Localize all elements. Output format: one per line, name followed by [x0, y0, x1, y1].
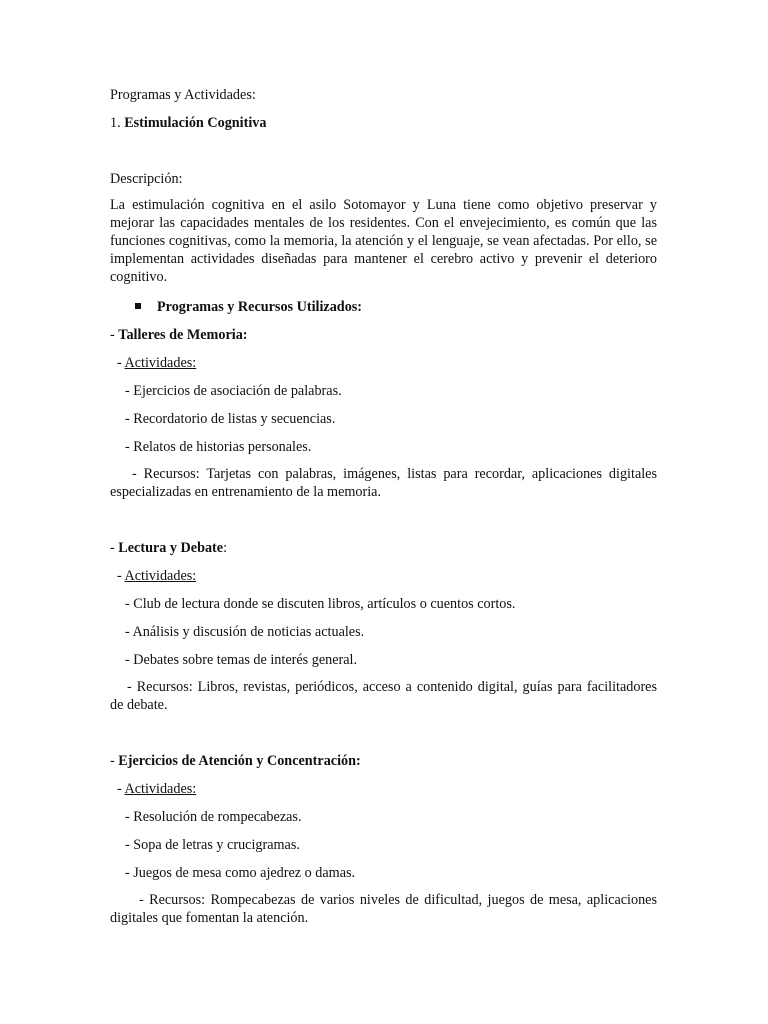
program-title: - Lectura y Debate: [110, 540, 228, 556]
resources-paragraph: - Recursos: Rompecabezas de varios niveles de dificultad, juegos de mesa, aplicaciones digitales que fomentan la atención. [110, 892, 657, 926]
description-paragraph: La estimulación cognitiva en el asilo Sotomayor y Luna tiene como objetivo preservar y mejorar las capacidades mentales de los residentes. Con el envejecimiento, es común que las funciones cognitivas, como la memoria, la atención y el lenguaje, se vean afectadas. Por ello, se implementan actividades diseñadas para mantener el cerebro activo y prevenir el deterioro cognitivo. [110, 197, 657, 285]
activity-item: - Sopa de letras y crucigramas. [125, 837, 300, 853]
page-heading: Programas y Actividades: [110, 87, 256, 103]
activity-item: - Análisis y discusión de noticias actuales. [125, 624, 365, 640]
section-title [110, 114, 657, 132]
activity-item: - Resolución de rompecabezas. [125, 809, 302, 825]
activity-item: - Debates sobre temas de interés general. [125, 652, 358, 668]
resources-paragraph: - Recursos: Tarjetas con palabras, imágenes, listas para recordar, aplicaciones digitales especializadas en entrenamiento de la memoria. [110, 466, 657, 500]
square-bullet-icon [135, 303, 141, 309]
activities-label: - Actividades: [117, 355, 197, 371]
section-name: Estimulación Cognitiva [124, 115, 267, 131]
programs-heading: Programas y Recursos Utilizados: [135, 298, 655, 316]
resources-paragraph: - Recursos: Libros, revistas, periódicos, acceso a contenido digital, guías para facilitadores de debate. [110, 679, 657, 713]
program-title: - Ejercicios de Atención y Concentración: [110, 753, 361, 769]
description-label: Descripción: [110, 171, 183, 187]
activity-item: - Relatos de historias personales. [125, 439, 312, 455]
activities-label: - Actividades: [117, 568, 197, 584]
program-title: - Talleres de Memoria: [110, 327, 248, 343]
activity-item: - Club de lectura donde se discuten libros, artículos o cuentos cortos. [125, 596, 516, 612]
section-number: 1. [110, 115, 121, 131]
activity-item: - Recordatorio de listas y secuencias. [125, 411, 336, 427]
activities-label: - Actividades: [117, 781, 197, 797]
activity-item: - Ejercicios de asociación de palabras. [125, 383, 342, 399]
activity-item: - Juegos de mesa como ajedrez o damas. [125, 865, 356, 881]
